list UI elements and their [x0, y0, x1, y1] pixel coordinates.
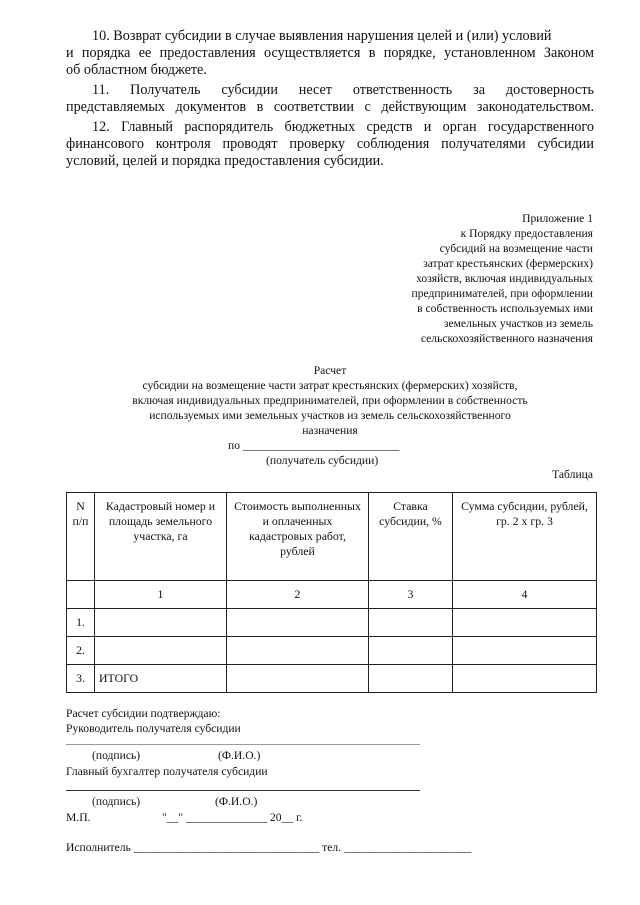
paragraph-12-line-1: 12. Главный распорядитель бюджетных средств и орган государственного: [92, 119, 594, 135]
calc-title: Расчет: [313, 364, 347, 377]
row-name-cell: [95, 609, 227, 637]
paragraph-11-line-2: представляемых документов в соответствии с действующим законодательством.: [66, 99, 594, 115]
accountant-fio-caption: (Ф.И.О.): [215, 795, 258, 808]
header-cell: Сумма субсидии, рублей, гр. 2 x гр. 3: [453, 493, 597, 581]
recipient-line: по ___________________________: [228, 439, 400, 452]
table-label: Таблица: [552, 468, 593, 481]
header-cell: Кадастровый номер и площадь земельного участка, га: [95, 493, 227, 581]
head-sign-caption: (подпись): [92, 749, 141, 762]
calc-subtitle-line-4: назначения: [302, 424, 358, 437]
paragraph-10-line-3: об областном бюджете.: [66, 62, 207, 78]
appendix-line-3: субсидий на возмещение части: [439, 242, 593, 255]
number-cell: 1: [95, 581, 227, 609]
paragraph-11-line-1: 11. Получатель субсидии несет ответственность за достоверность: [92, 82, 594, 98]
appendix-line-9: сельскохозяйственного назначения: [420, 332, 593, 345]
head-signature-line: [66, 744, 420, 745]
table-row: [67, 637, 597, 665]
appendix-line-8: земельных участков из земель: [443, 317, 593, 330]
date-line: "__" ______________ 20__ г.: [162, 811, 303, 824]
paragraph-12-line-3: условий, целей и порядка предоставления субсидии.: [66, 153, 384, 169]
table-cell: [369, 637, 453, 665]
calc-subtitle-line-2: включая индивидуальных предпринимателей, при оформлении в собственность: [132, 394, 528, 407]
appendix-line-1: Приложение 1: [522, 212, 593, 225]
row-number-cell: 1.: [67, 609, 95, 637]
table-cell: [453, 637, 597, 665]
paragraph-10-line-1: 10. Возврат субсидии в случае выявления нарушения целей и (или) условий: [92, 28, 552, 44]
number-cell: 2: [227, 581, 369, 609]
accountant-signature-line: [66, 790, 420, 791]
table-cell: [369, 665, 453, 693]
table-row: [67, 609, 597, 637]
paragraph-12-line-2: финансового контроля проводят проверку соблюдения получателями субсидии: [66, 136, 594, 152]
header-cell: Стоимость выполненных и оплаченных кадастровых работ, рублей: [227, 493, 369, 581]
calc-subtitle-line-1: субсидии на возмещение части затрат крестьянских (фермерских) хозяйств,: [142, 379, 518, 392]
appendix-line-7: в собственность используемых ими: [417, 302, 593, 315]
paragraph-10-line-2: и порядка ее предоставления осуществляется в порядке, установленном Законом: [66, 45, 594, 61]
recipient-caption: (получатель субсидии): [266, 454, 379, 467]
header-cell: Ставка субсидии, %: [369, 493, 453, 581]
number-cell: 3: [369, 581, 453, 609]
appendix-line-6: предпринимателей, при оформлении: [411, 287, 593, 300]
stamp-place: М.П.: [66, 811, 91, 824]
row-name-cell: [95, 637, 227, 665]
row-name-cell: ИТОГО: [95, 665, 227, 693]
executor-line: Исполнитель ________________________________ тел. ______________________: [66, 841, 472, 854]
head-fio-caption: (Ф.И.О.): [218, 749, 261, 762]
row-number-cell: 2.: [67, 637, 95, 665]
table-cell: [227, 637, 369, 665]
appendix-line-5: хозяйств, включая индивидуальных: [416, 272, 593, 285]
subsidy-table: [66, 492, 597, 693]
head-title: Руководитель получателя субсидии: [66, 722, 241, 735]
header-cell: N п/п: [67, 493, 95, 581]
number-cell: 4: [453, 581, 597, 609]
accountant-title: Главный бухгалтер получателя субсидии: [66, 765, 268, 778]
table-row: [67, 665, 597, 693]
appendix-line-4: затрат крестьянских (фермерских): [423, 257, 593, 270]
table-cell: [369, 609, 453, 637]
table-header-row: [67, 493, 597, 581]
number-cell: [67, 581, 95, 609]
calc-subtitle-line-3: используемых ими земельных участков из земель сельскохозяйственного: [149, 409, 511, 422]
table-cell: [227, 609, 369, 637]
accountant-sign-caption: (подпись): [92, 795, 141, 808]
table-cell: [453, 665, 597, 693]
row-number-cell: 3.: [67, 665, 95, 693]
table-number-row: [67, 581, 597, 609]
confirm-text: Расчет субсидии подтверждаю:: [66, 707, 221, 720]
table-cell: [453, 609, 597, 637]
appendix-line-2: к Порядку предоставления: [460, 227, 593, 240]
table-cell: [227, 665, 369, 693]
